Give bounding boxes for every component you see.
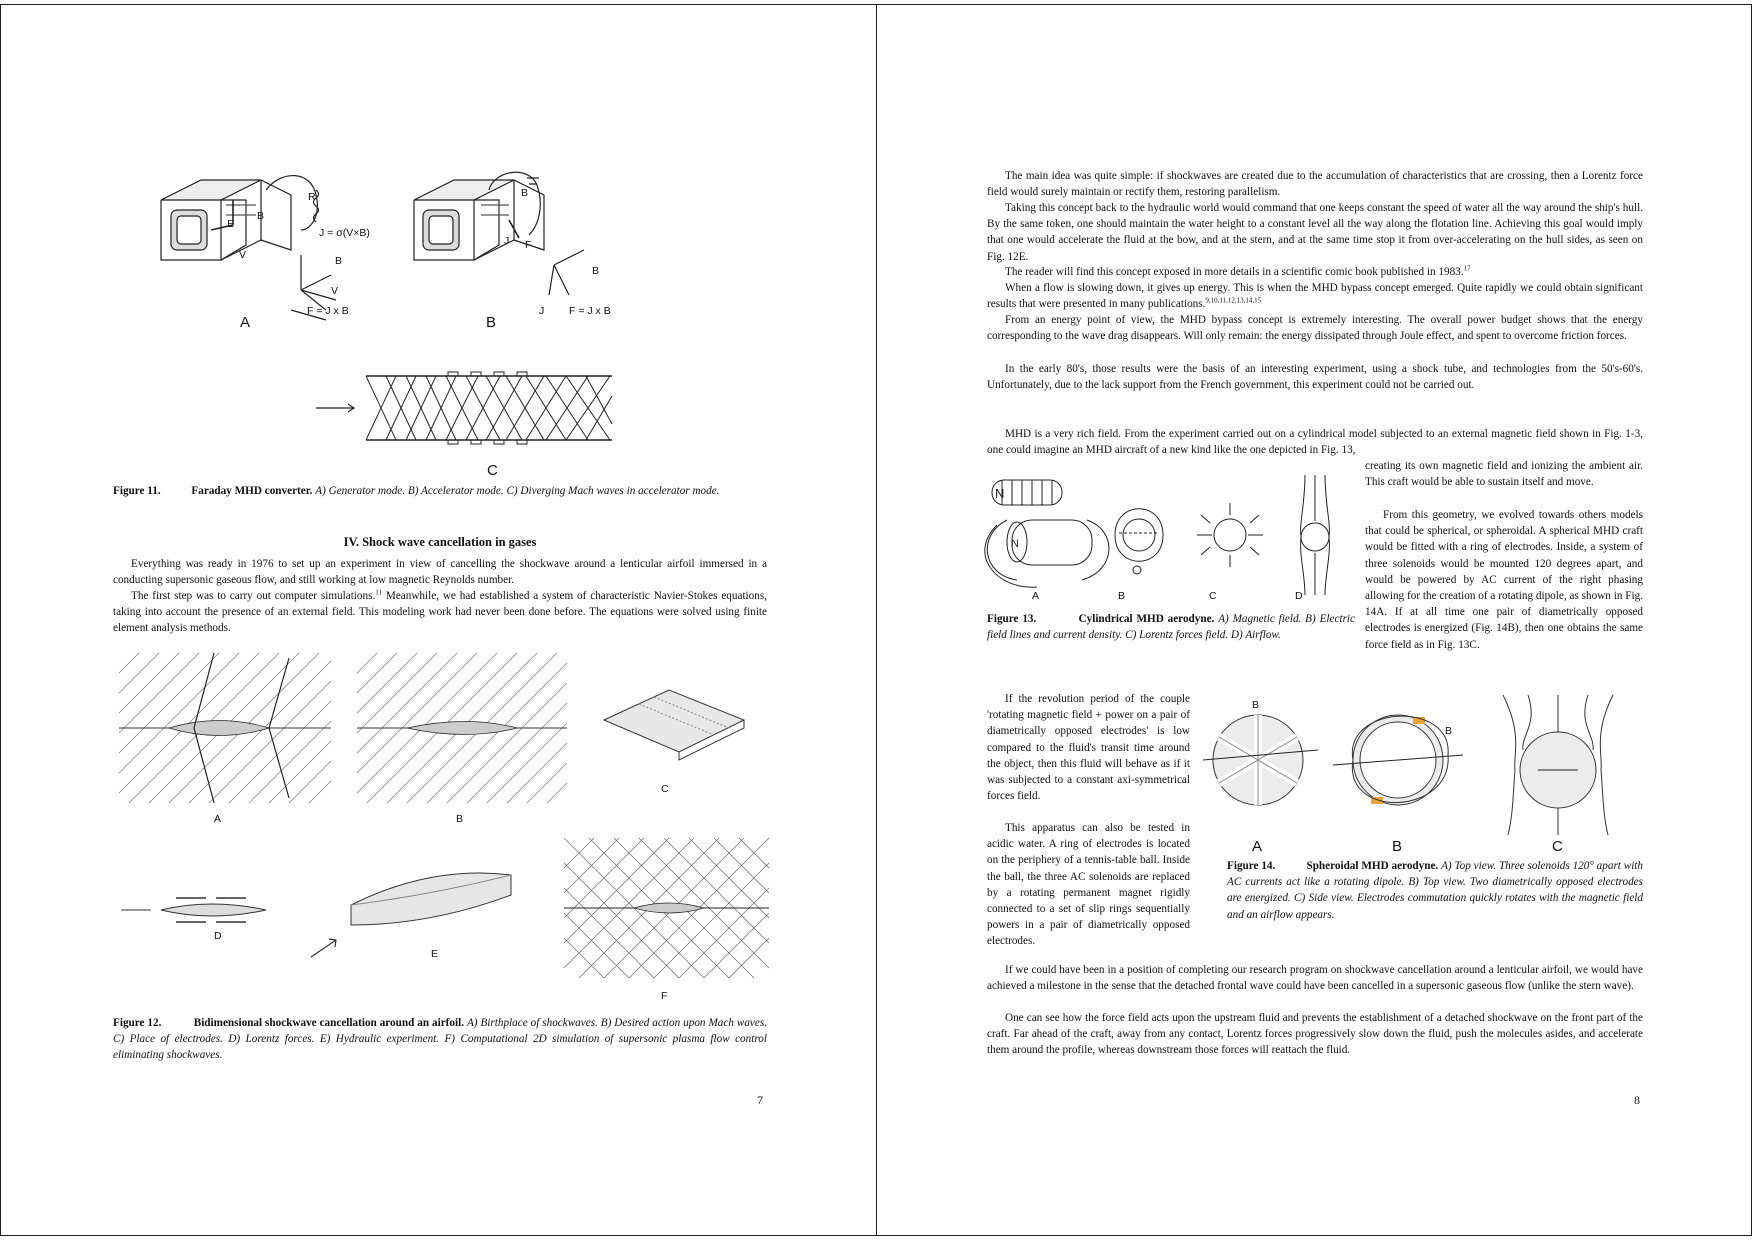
fig13-side-text-1: creating its own magnetic field and ionizing the ambient air. This craft would be able to sustain itself and move. [1365,460,1643,489]
figure-12b-illustration [357,653,567,803]
fig14-label-a: A [1252,838,1263,855]
figure-11c-illustration [316,370,616,445]
section-heading: IV. Shock wave cancellation in gases [343,535,537,549]
right-paragraph-1: The main idea was quite simple: if shockwaves are created due to the accumulation of characteristics that are crossing, then a Lorentz force field would surely maintain or rectify them, restoring parallelism. [987,170,1643,199]
fig11b-f-label: F [525,239,532,251]
right-bottom-paragraph-1: If we could have been in a position of completing our research program on shockwave cancellation around a lenticular airfoil, we would have achieved a milestone in the sense that the detached frontal wave could have been cancelled in a supersonic gaseous flow (unlike the stern wave). [987,964,1643,993]
figure-11-text: A) Generator mode. B) Accelerator mode. C) Diverging Mach waves in accelerator mode. [315,485,720,497]
citation-17: 17 [1463,264,1471,273]
figure-14-illustration [1203,695,1648,835]
fig13-label-d: D [1295,590,1303,602]
fig11a-e-label: E [227,218,235,230]
figure-12-text: A) Birthplace of shockwaves. B) Desired action upon Mach waves. C) Place of electrodes. D) Lorentz forces. E) Hydraulic experiment. F) Computational 2D simulation of supersonic plasma flow control eliminating shockwaves. [113,1017,767,1062]
svg-text:N: N [1011,538,1019,550]
fig11b-j-label: J [504,235,510,247]
figure-14-number: Figure 14. [1227,860,1276,872]
fig13-label-c: C [1209,590,1217,602]
fig11b-f2-label: F = J x B [569,305,611,317]
fig11a-v-label: V [239,249,247,261]
right-paragraph-4 [987,280,1643,312]
fig11a-r-label: R [308,191,316,203]
figure-11b-illustration [409,170,619,320]
figure-12-title: Bidimensional shockwave cancellation around an airfoil. [193,1017,465,1029]
fig11a-j-label: J = σ(V×B) [319,227,370,239]
figure-13-title: Cylindrical MHD aerodyne. [1078,613,1215,625]
citation-11: 11 [375,588,383,597]
right-paragraph-6: In the early 80's, those results were the basis of an interesting experiment, using a shock tube, and technologies from the 50's-60's. Unfortunately, due to the lack support from the French government, this experiment could not be carried out. [987,363,1643,392]
figure-12a-illustration [119,653,331,803]
fig11b-b2-label: B [592,265,600,277]
fig11b-j2-label: J [539,305,545,317]
figure-14-text: A) Top view. Three solenoids 120° apart with AC currents act like a rotating dipole. B) Top view. Two diametrically opposed electrodes are energized. C) Side view. Electrodes commutation quickly rotates with the magnetic field and an airflow appears. [1227,860,1644,921]
figure-12e-illustration [311,865,531,965]
fig14-b-label-1: B [1252,699,1260,711]
fig11a-b2-label: B [335,255,343,267]
fig12-label-e: E [431,948,439,960]
right-paragraph-2: Taking this concept back to the hydraulic world would command that one keeps constant the speed of water all the way around the ship's hull. By the same token, one should maintain the water height to a constant level all the way along the flotation line. Achieving this goal would imply that one would accelerate the fluid at the bow, and at the stern, and at the same time stop it from over-accelerating on the hull sides, as seen on Fig. 12E. [987,202,1643,263]
figure-13-text: A) Magnetic field. B) Electric field lines and current density. C) Lorentz forces field. D) Airflow. [987,613,1355,642]
right-paragraph-3 [987,264,1643,280]
figure-12c-illustration [599,680,769,760]
page-right [876,4,1752,1236]
fig11-label-c: C [487,462,498,479]
page-left [0,4,877,1236]
fig12-label-d: D [214,930,222,942]
fig13-side-text-2: From this geometry, we evolved towards others models that could be spherical, or spheroidal. A spherical MHD craft would be fitted with a ring of electrodes. Inside, a system of three solenoids would be mounted 120 degrees apart, and would be powered by AC current of the right phasing allowing for the creation of a rotating dipole, as shown in Fig. 14A. If at all time one pair of diametrically opposed electrodes is energized (Fig. 14B), then one obtains the same force field as in Fig. 13C. [1365,509,1643,651]
mhd-intro-paragraph: MHD is a very rich field. From the experiment carried out on a cylindrical model subjected to an external magnetic field shown in Fig. 1-3, one could imagine an MHD aircraft of a new kind like the one depicted in Fig. 13, [987,428,1643,457]
figure-12f-illustration [564,838,769,978]
right-bottom-paragraph-2: One can see how the force field acts upon the upstream fluid and prevents the establishment of a detached shockwave on the front part of the craft. Far ahead of the craft, away from any contact, Lorentz forces progressively slow down the fluid, push the molecules asides, and accelerate them around the profile, whereas downstream those forces will reattach the fluid. [987,1012,1643,1057]
figure-11-title: Faraday MHD converter. [191,485,313,497]
figure-11a-illustration [151,170,381,320]
fig12-label-c: C [661,783,669,795]
figure-12-number: Figure 12. [113,1017,162,1029]
fig11a-b-label: B [257,210,265,222]
figure-13-caption [987,611,1355,643]
paragraph-2-cont: Meanwhile, we had established a system of characteristic Navier-Stokes equations, taking into account the presence of an external field. This modeling work had never been done before. The equations were solved using finite element analysis methods. [113,590,767,635]
paragraph-2 [113,588,767,637]
fig12-label-a: A [214,813,222,825]
fig14-side-text-1: If the revolution period of the couple 'rotating magnetic field + power on a pair of diametrically opposed electrodes' is low compared to the fluid's transit time around the object, then this fluid will behave as if it was subjected to a constant axi-symmetrical forces field. [987,693,1190,803]
page-number-right: 8 [1634,1093,1640,1107]
fig11b-b-label: B [521,187,529,199]
fig11-label-a: A [240,314,251,331]
fig11a-f-label: F = J x B [307,305,349,317]
fig14-label-c: C [1552,838,1563,855]
figure-11-caption [113,483,767,499]
right-paragraph-3-text: The reader will find this concept exposed in more details in a scientific comic book published in 1983. [1005,266,1464,278]
figure-13-number: Figure 13. [987,613,1037,625]
figure-12d-illustration [121,890,281,930]
fig14-side-text-2: This apparatus can also be tested in acidic water. A ring of electrodes is located on the periphery of a tennis-table ball. Inside the ball, the three AC solenoids are replaced by a rotating permanent magnet rigidly connected to a set of slip rings sequentially powers in a pair of diametrically opposed electrodes. [987,822,1190,948]
fig12-label-b: B [456,813,464,825]
right-paragraph-5: From an energy point of view, the MHD bypass concept is extremely interesting. The overall power budget shows that the energy corresponding to the wave drag disappears. Will only remain: the energy dissipated through Joule effect, and spent to overcome friction forces. [987,314,1643,343]
figure-11-number: Figure 11. [113,485,161,497]
figure-14-caption [1227,858,1643,923]
paragraph-1: Everything was ready in 1976 to set up an experiment in view of cancelling the shockwave around a lenticular airfoil immersed in a conducting supersonic gaseous flow, and still working at low magnetic Reynolds number. [113,558,767,587]
right-paragraph-4-text: When a flow is slowing down, it gives up energy. This is when the MHD bypass concept emerged. Quite rapidly we could obtain significant results that were presented in many publications. [987,282,1643,311]
page-number-left: 7 [757,1093,763,1107]
fig14-label-b: B [1392,838,1403,855]
citation-list: 9,10,11,12,13,14,15 [1205,296,1262,305]
fig11a-v2-label: V [331,285,339,297]
fig12-label-f: F [661,990,668,1002]
figure-12-caption [113,1015,767,1064]
paragraph-2-text: The first step was to carry out computer simulations. [131,590,376,602]
svg-text:N: N [995,486,1005,501]
fig13-label-b: B [1118,590,1126,602]
fig13-label-a: A [1032,590,1040,602]
fig14-b-label-2: B [1445,725,1453,737]
figure-14-title: Spheroidal MHD aerodyne. [1306,860,1439,872]
fig11-label-b: B [486,314,497,331]
figure-13-illustration [987,475,1357,595]
